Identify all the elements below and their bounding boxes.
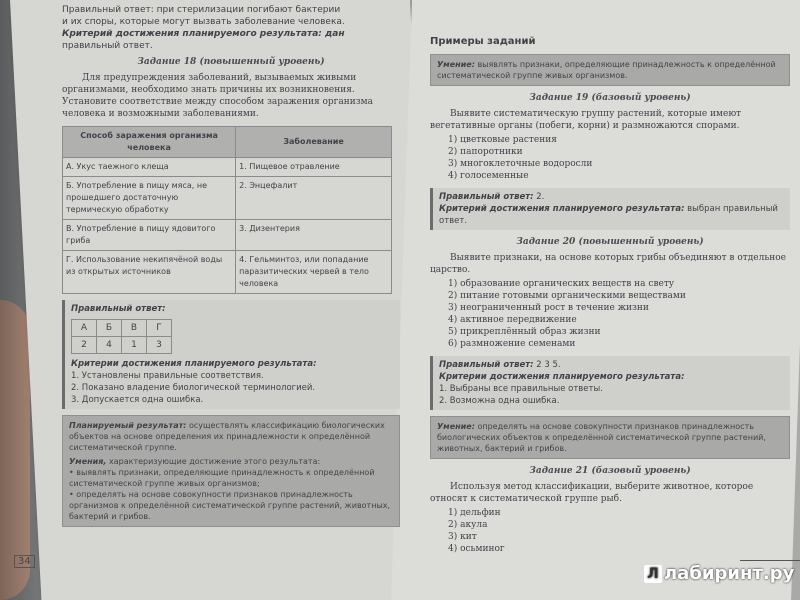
labirint-logo-icon: Л (644, 565, 662, 583)
top-line: Правильный ответ: при стерилизации погибают бактерии (62, 5, 341, 15)
table-row (63, 158, 392, 177)
task21-text: Используя метод классификации, выберите животное, которое относят к систематической группе рыб. (430, 482, 754, 504)
task20-heading: Задание 20 (повышенный уровень) (516, 237, 704, 247)
page-number: 34 (14, 555, 35, 568)
list-item: 3) многоклеточные водоросли (448, 159, 593, 169)
criteria-text: выбран правильный ответ. (439, 204, 778, 226)
table-cell: 4. Гельминтоз, или попадание паразитических червей в тело человека (236, 251, 392, 294)
task18-text: Для предупреждения заболеваний, вызываемых живыми организмами, необходимо знать причины их возникновения. Установите соответствие между способом заражения организма человека и возможными заболеваниями. (62, 73, 374, 119)
table-row (63, 177, 392, 220)
footer-rule (740, 560, 800, 561)
list-item: 4) активное передвижение (448, 315, 577, 325)
table-row (63, 251, 392, 294)
watermark-text: лабиринт.ру (664, 563, 795, 584)
answer-header: В (122, 320, 147, 337)
list-item: 2) акула (448, 520, 488, 530)
task19-options (448, 134, 790, 182)
answer-label: Правильный ответ: (71, 304, 166, 314)
list-item: 2) папоротники (448, 147, 523, 157)
skills-label: Умения, (69, 457, 107, 466)
list-item: 3) кит (448, 532, 477, 542)
answer-value: 3 (147, 337, 172, 354)
answer19-block (430, 188, 790, 230)
answer-table (71, 319, 172, 354)
list-item: 5) прикреплённый образ жизни (448, 327, 601, 337)
right-page-content (430, 36, 790, 557)
answer-value: 2 (72, 337, 97, 354)
task21-heading: Задание 21 (базовый уровень) (529, 466, 691, 476)
task19-text: Выявите систематическую группу растений, которые имеют вегетативные органы (побеги, корни) и размножаются спорами. (430, 109, 742, 131)
table-row (63, 220, 392, 251)
top-line: правильный ответ. (62, 41, 153, 51)
table-cell: 1. Пищевое отравление (236, 158, 392, 177)
table-cell: Б. Употребление в пищу мяса, не прошедшего достаточную термическую обработку (63, 177, 236, 220)
left-page-content (62, 4, 400, 533)
answer20-block (430, 356, 790, 410)
task20-options (448, 278, 790, 350)
section-title: Примеры заданий (430, 36, 536, 47)
list-item: 2) питание готовыми органическими веществами (448, 291, 686, 301)
skills-text: характеризующие достижение этого результата: (109, 457, 321, 466)
skills-item: • определять на основе совокупности признаков принадлежность организмов к определённой систематической группе растений, животных, бактерий и грибов. (69, 490, 391, 521)
top-line: и их споры, которые могут вызвать заболевание человека. (62, 17, 345, 27)
skill-text: определять на основе совокупности признаков принадлежность биологических объектов к определённой систематической группе растений, животных, бактерий и грибов. (437, 422, 766, 453)
answer-header: Г (147, 320, 172, 337)
answer-value: 2. (536, 192, 545, 202)
task21-options (448, 507, 790, 555)
criteria-item: 2. Показано владение биологической терминологией. (71, 383, 316, 393)
criteria-label: Критерии достижения планируемого результата: (71, 359, 317, 369)
top-answer-block (62, 4, 400, 52)
criteria-item: 1. Выбраны все правильные ответы. (439, 384, 603, 394)
skill-box (430, 54, 790, 86)
table-header: Заболевание (236, 127, 392, 158)
answer-block (62, 300, 400, 409)
criteria-label: Критерий достижения планируемого результата: (439, 204, 685, 214)
answer-label: Правильный ответ: (439, 192, 534, 202)
answer-label: Правильный ответ: (439, 360, 534, 370)
criteria-item: 3. Допускается одна ошибка. (71, 395, 204, 405)
planned-text: осуществлять классификацию биологических объектов на основе определения их принадлежности к определённой систематической группе. (69, 421, 385, 452)
skill2-box (430, 416, 790, 459)
task20-text: Выявите признаки, на основе которых грибы объединяют в отдельное царство. (430, 253, 786, 275)
list-item: 1) образование органических веществ на свету (448, 279, 675, 289)
answer-value: 2 3 5. (536, 360, 561, 370)
list-item: 4) осьминог (448, 544, 505, 554)
table-cell: Г. Использование некипячёной воды из открытых источников (63, 251, 236, 294)
table-cell: 3. Дизентерия (236, 220, 392, 251)
list-item: 1) цветковые растения (448, 135, 557, 145)
watermark (644, 563, 794, 584)
skill-text: выявлять признаки, определяющие принадлежность к определённой систематической группе живых организмов. (437, 60, 776, 80)
table-cell: 2. Энцефалит (236, 177, 392, 220)
table-header: Способ заражения организма человека (63, 127, 236, 158)
planned-label: Планируемый результат: (69, 421, 187, 430)
list-item: 3) неограниченный рост в течение жизни (448, 303, 649, 313)
answer-header: Б (97, 320, 122, 337)
list-item: 6) размножение семенами (448, 339, 576, 349)
task19-heading: Задание 19 (базовый уровень) (529, 93, 691, 103)
answer-value: 4 (97, 337, 122, 354)
list-item: 4) голосеменные (448, 171, 529, 181)
criteria-item: 2. Возможна одна ошибка. (439, 396, 560, 406)
skills-item: • выявлять признаки, определяющие принадлежность к определённой систематической группе живых организмов; (69, 468, 375, 488)
answer-header: А (72, 320, 97, 337)
skill-label: Умение: (437, 422, 475, 431)
table-cell: А. Укус таежного клеща (63, 158, 236, 177)
table-cell: В. Употребление в пищу ядовитого гриба (63, 220, 236, 251)
criteria-label: Критерии достижения планируемого результата: (439, 372, 685, 382)
top-line: Критерий достижения планируемого результата: дан (62, 29, 345, 39)
criteria-item: 1. Установлены правильные соответствия. (71, 371, 264, 381)
skill-label: Умение: (437, 60, 475, 69)
list-item: 1) дельфин (448, 508, 501, 518)
answer-value: 1 (122, 337, 147, 354)
task18-heading: Задание 18 (повышенный уровень) (137, 57, 325, 67)
matching-table (62, 126, 392, 294)
planned-result-box (62, 415, 400, 527)
